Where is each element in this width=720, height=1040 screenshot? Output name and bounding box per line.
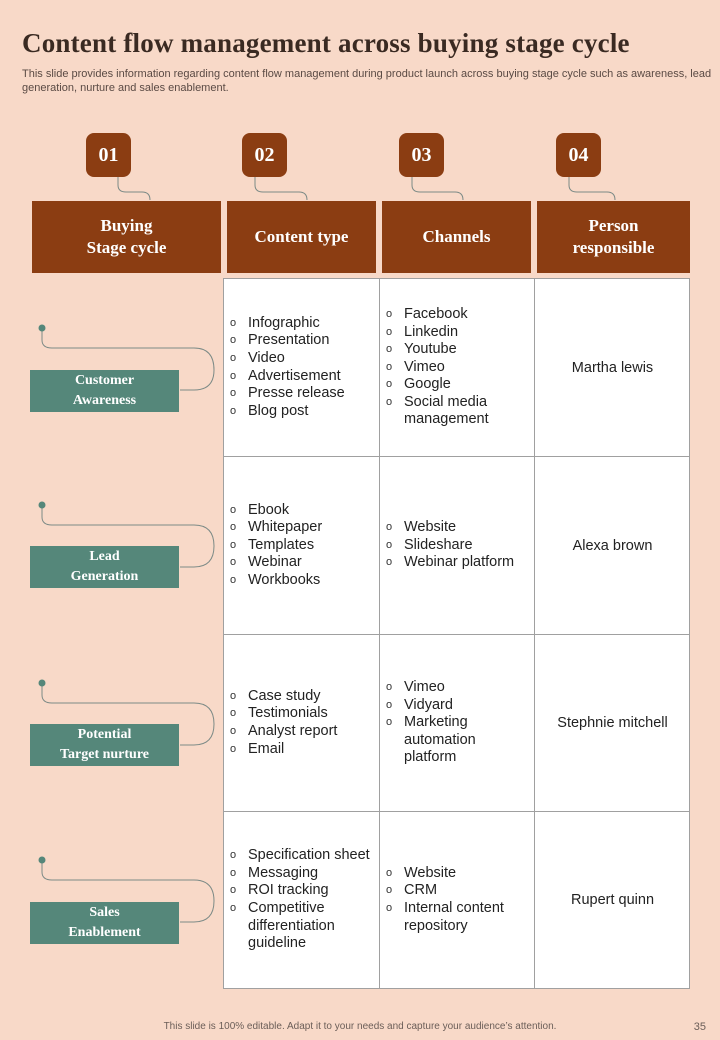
content-type-cell bbox=[230, 279, 378, 456]
list-item: o Messaging bbox=[230, 865, 370, 883]
list-item: o Webinar platform bbox=[386, 554, 514, 572]
list-item: o Presentation bbox=[230, 332, 345, 350]
step-number-01: 01 bbox=[86, 133, 131, 177]
channels-cell bbox=[386, 457, 531, 634]
header-buying-stage-cycle: Buying Stage cycle bbox=[32, 201, 221, 273]
list-item: o Templates bbox=[230, 537, 322, 555]
list-item: o Infographic bbox=[230, 315, 345, 333]
header-channels: Channels bbox=[382, 201, 531, 273]
list-item: o Analyst report bbox=[230, 723, 337, 741]
content-type-list bbox=[230, 502, 322, 590]
list-item: o Competitive differentiation guideline bbox=[230, 900, 348, 953]
content-type-cell bbox=[230, 635, 378, 811]
stage-customer-awareness: Customer Awareness bbox=[30, 370, 179, 412]
list-item: o Google bbox=[386, 376, 504, 394]
person-cell: Martha lewis bbox=[571, 359, 654, 376]
list-item: o Ebook bbox=[230, 502, 322, 520]
list-item: o ROI tracking bbox=[230, 882, 370, 900]
list-item: o CRM bbox=[386, 882, 524, 900]
stage-target-nurture: Potential Target nurture bbox=[30, 724, 179, 766]
list-item: o Presse release bbox=[230, 385, 345, 403]
list-item: o Workbooks bbox=[230, 572, 322, 590]
list-item: o Internal content repository bbox=[386, 900, 524, 935]
stage-lead-generation: Lead Generation bbox=[30, 546, 179, 588]
list-item: o Whitepaper bbox=[230, 519, 322, 537]
list-item: o Vidyard bbox=[386, 697, 494, 715]
list-item: o Vimeo bbox=[386, 679, 494, 697]
list-item: o Facebook bbox=[386, 306, 504, 324]
content-type-list bbox=[230, 315, 345, 421]
channels-cell bbox=[386, 635, 531, 811]
step-number-03: 03 bbox=[399, 133, 444, 177]
person-cell: Rupert quinn bbox=[570, 892, 655, 908]
channels-cell bbox=[386, 279, 531, 456]
person-cell: Stephnie mitchell bbox=[557, 715, 668, 731]
stage-sales-enablement: Sales Enablement bbox=[30, 902, 179, 944]
content-table bbox=[223, 278, 690, 989]
header-content-type: Content type bbox=[227, 201, 376, 273]
channels-cell bbox=[386, 812, 531, 988]
footer-note: This slide is 100% editable. Adapt it to your needs and capture your audience’s attention. bbox=[163, 1021, 557, 1032]
step-number-04: 04 bbox=[556, 133, 601, 177]
list-item: o Specification sheet bbox=[230, 847, 370, 865]
list-item: o Youtube bbox=[386, 341, 504, 359]
list-item: o Advertisement bbox=[230, 368, 345, 386]
list-item: o Linkedin bbox=[386, 324, 504, 342]
list-item: o Vimeo bbox=[386, 359, 504, 377]
content-type-cell bbox=[230, 812, 378, 988]
page-title: Content flow management across buying stage cycle bbox=[22, 28, 630, 58]
header-person-responsible: Person responsible bbox=[537, 201, 690, 273]
list-item: o Slideshare bbox=[386, 537, 514, 555]
step-number-02: 02 bbox=[242, 133, 287, 177]
content-type-list bbox=[230, 688, 337, 758]
list-item: o Testimonials bbox=[230, 705, 337, 723]
channels-list bbox=[386, 306, 504, 429]
content-type-cell bbox=[230, 457, 378, 634]
person-cell: Alexa brown bbox=[572, 537, 653, 554]
content-type-list bbox=[230, 847, 370, 953]
list-item: o Webinar bbox=[230, 554, 322, 572]
page-subtitle: This slide provides information regarding content flow management during product launch across buying stage cycle such as awareness, lead generation, nurture and sales enablement. bbox=[22, 68, 712, 94]
list-item: o Video bbox=[230, 350, 345, 368]
list-item: o Website bbox=[386, 519, 514, 537]
list-item: o Blog post bbox=[230, 403, 345, 421]
channels-list bbox=[386, 865, 524, 935]
list-item: o Social media management bbox=[386, 394, 504, 429]
channels-list bbox=[386, 519, 514, 572]
list-item: o Website bbox=[386, 865, 524, 883]
list-item: o Email bbox=[230, 741, 337, 759]
list-item: o Case study bbox=[230, 688, 337, 706]
page-number: 35 bbox=[693, 1021, 706, 1033]
list-item: o Marketing automation platform bbox=[386, 714, 494, 767]
channels-list bbox=[386, 679, 494, 767]
